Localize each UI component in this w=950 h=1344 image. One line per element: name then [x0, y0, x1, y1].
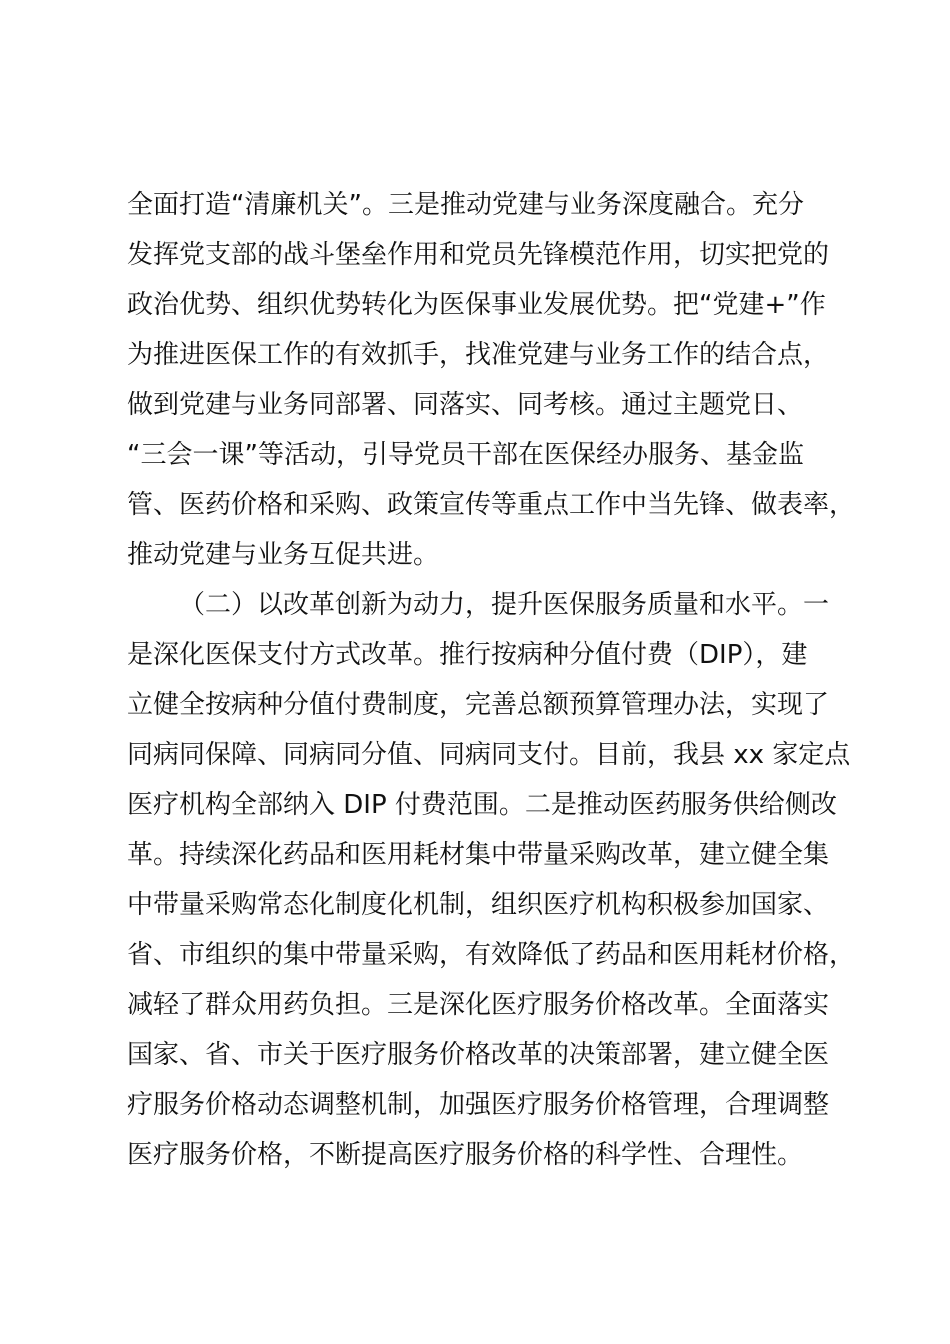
section-heading-line: （二）以改革创新为动力，提升医保服务质量和水平。一 [179, 590, 830, 620]
text-line: 为推进医保工作的有效抓手，找准党建与业务工作的结合点， [127, 340, 830, 370]
text-line: 管、医药价格和采购、政策宣传等重点工作中当先锋、做表率， [127, 490, 856, 520]
text-line: 医疗机构全部纳入 DIP 付费范围。二是推动医药服务供给侧改 [127, 790, 837, 820]
text-line: 省、市组织的集中带量采购，有效降低了药品和医用耗材价格， [127, 940, 856, 970]
text-line: 推动党建与业务互促共进。 [127, 540, 440, 570]
text-line: 减轻了群众用药负担。三是深化医疗服务价格改革。全面落实 [127, 990, 830, 1020]
document-body [127, 180, 867, 1180]
text-line: 医疗服务价格，不断提高医疗服务价格的科学性、合理性。 [127, 1140, 804, 1170]
text-line: 疗服务价格动态调整机制，加强医疗服务价格管理，合理调整 [127, 1090, 830, 1120]
text-line: 中带量采购常态化制度化机制，组织医疗机构积极参加国家、 [127, 890, 830, 920]
text-line: 政治优势、组织优势转化为医保事业发展优势。把“党建+”作 [127, 290, 826, 320]
text-line: 发挥党支部的战斗堡垒作用和党员先锋模范作用，切实把党的 [127, 240, 830, 270]
text-line: “三会一课”等活动，引导党员干部在医保经办服务、基金监 [127, 440, 804, 470]
text-line: 立健全按病种分值付费制度，完善总额预算管理办法，实现了 [127, 690, 830, 720]
text-line: 是深化医保支付方式改革。推行按病种分值付费（DIP），建 [127, 640, 808, 670]
text-line: 革。持续深化药品和医用耗材集中带量采购改革，建立健全集 [127, 840, 830, 870]
text-line: 全面打造“清廉机关”。三是推动党建与业务深度融合。充分 [127, 190, 804, 220]
text-line: 同病同保障、同病同分值、同病同支付。目前，我县 xx 家定点 [127, 740, 851, 770]
text-line: 做到党建与业务同部署、同落实、同考核。通过主题党日、 [127, 390, 804, 420]
text-line: 国家、省、市关于医疗服务价格改革的决策部署，建立健全医 [127, 1040, 830, 1070]
